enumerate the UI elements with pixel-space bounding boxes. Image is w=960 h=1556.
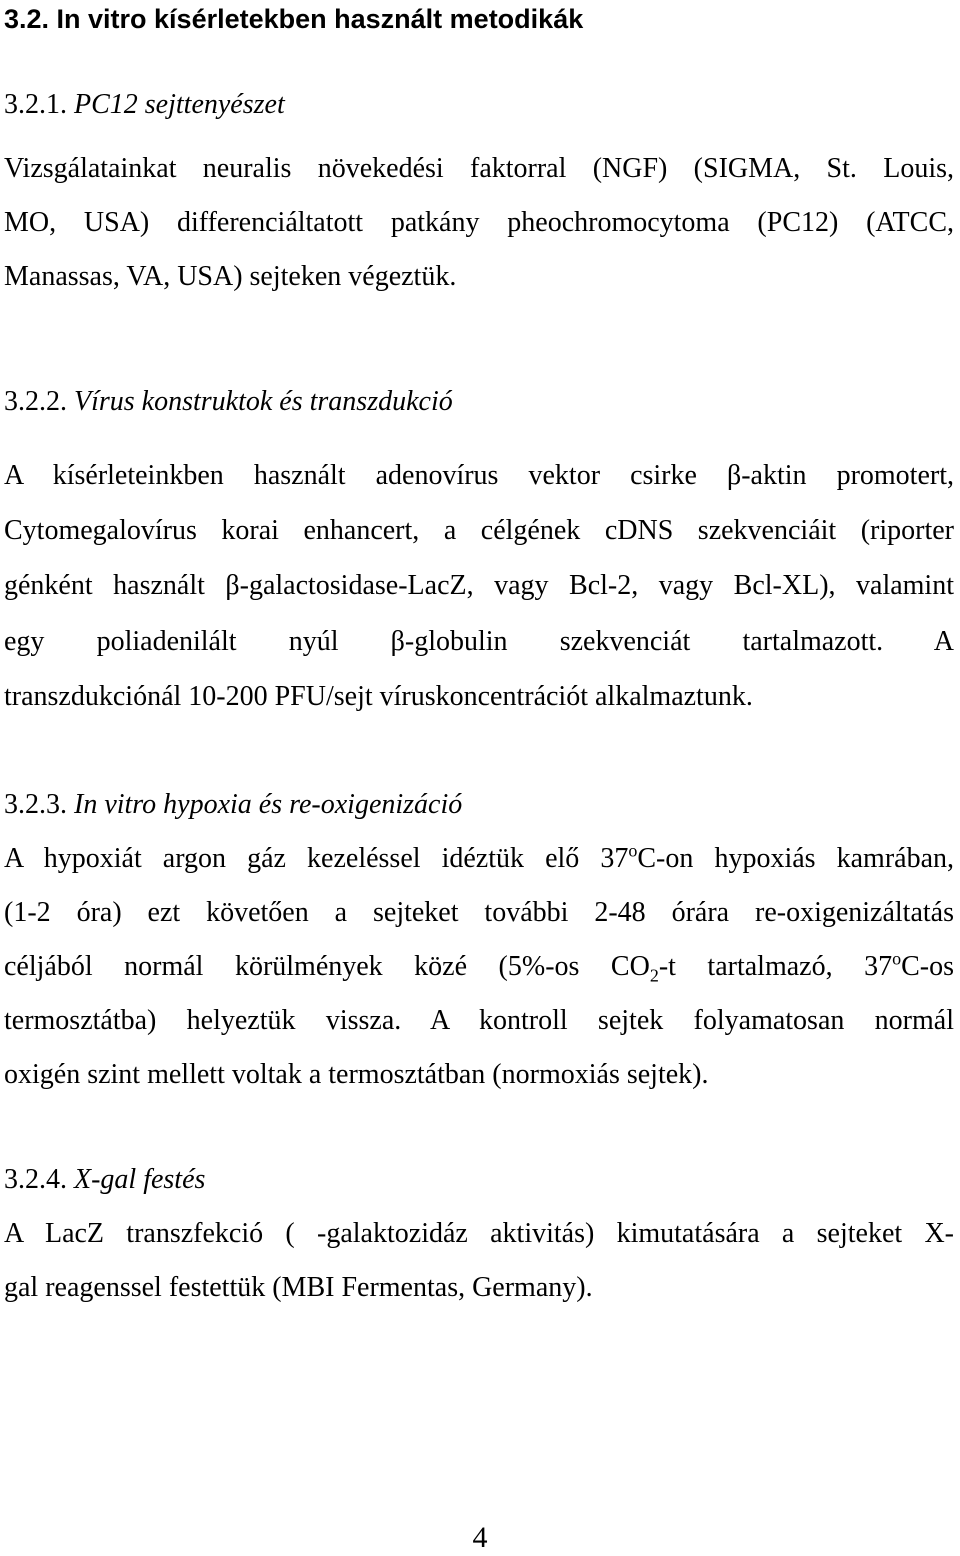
text-run: céljából normál körülmények közé (5%-os CO	[4, 951, 650, 982]
subsection-title: In vitro hypoxia és re-oxigenizáció	[74, 789, 463, 820]
superscript: o	[628, 840, 638, 861]
subsection-number: 3.2.4.	[4, 1164, 67, 1195]
text-run: A hypoxiát argon gáz kezeléssel idéztük elő 37	[4, 843, 629, 874]
paragraph-line	[4, 842, 954, 876]
subsection-number: 3.2.2.	[4, 386, 67, 417]
subsection-heading-virus	[4, 385, 453, 419]
paragraph-line: (1-2 óra) ezt követően a sejteket további 2-48 órára re-oxigenizáltatás	[4, 897, 954, 928]
subsection-heading-pc12	[4, 88, 285, 122]
paragraph-line: transzdukciónál 10-200 PFU/sejt víruskoncentrációt alkalmaztunk.	[4, 681, 753, 712]
subsection-heading-xgal	[4, 1163, 205, 1197]
paragraph-line: egy poliadenilált nyúl β-globulin szekvenciát tartalmazott. A	[4, 626, 954, 657]
paragraph-line: A kísérleteinkben használt adenovírus vektor csirke β-aktin promotert,	[4, 460, 954, 491]
subsection-number: 3.2.1.	[4, 89, 67, 120]
paragraph-line: oxigén szint mellett voltak a termosztátban (normoxiás sejtek).	[4, 1059, 709, 1090]
subsection-number: 3.2.3.	[4, 789, 67, 820]
paragraph-line	[4, 950, 954, 984]
superscript: o	[892, 948, 902, 969]
paragraph-line: Cytomegalovírus korai enhancert, a célgének cDNS szekvenciáit (riporter	[4, 515, 954, 546]
subsection-title: Vírus konstruktok és transzdukció	[74, 386, 453, 417]
paragraph-line: Vizsgálatainkat neuralis növekedési faktorral (NGF) (SIGMA, St. Louis,	[4, 153, 954, 184]
paragraph-line: génként használt β-galactosidase-LacZ, vagy Bcl-2, vagy Bcl-XL), valamint	[4, 570, 954, 601]
text-run: -t tartalmazó, 37	[658, 951, 893, 982]
paragraph-line: A LacZ transzfekció ( -galaktozidáz aktivitás) kimutatására a sejteket X-	[4, 1218, 954, 1249]
paragraph-line: gal reagenssel festettük (MBI Fermentas, Germany).	[4, 1272, 593, 1303]
subsection-title: PC12 sejttenyészet	[74, 89, 285, 120]
subsection-title: X-gal festés	[74, 1164, 206, 1195]
page-number: 4	[472, 1521, 488, 1554]
subsection-heading-hypoxia	[4, 788, 462, 822]
paragraph-line: termosztátba) helyeztük vissza. A kontroll sejtek folyamatosan normál	[4, 1005, 954, 1036]
subscript: 2	[649, 965, 659, 986]
paragraph-line: MO, USA) differenciáltatott patkány pheochromocytoma (PC12) (ATCC,	[4, 207, 954, 238]
section-heading: 3.2. In vitro kísérletekben használt metodikák	[4, 4, 584, 34]
paragraph-line: Manassas, VA, USA) sejteken végeztük.	[4, 261, 457, 292]
text-run: C-os	[901, 951, 954, 982]
text-run: C-on hypoxiás kamrában,	[637, 843, 955, 874]
